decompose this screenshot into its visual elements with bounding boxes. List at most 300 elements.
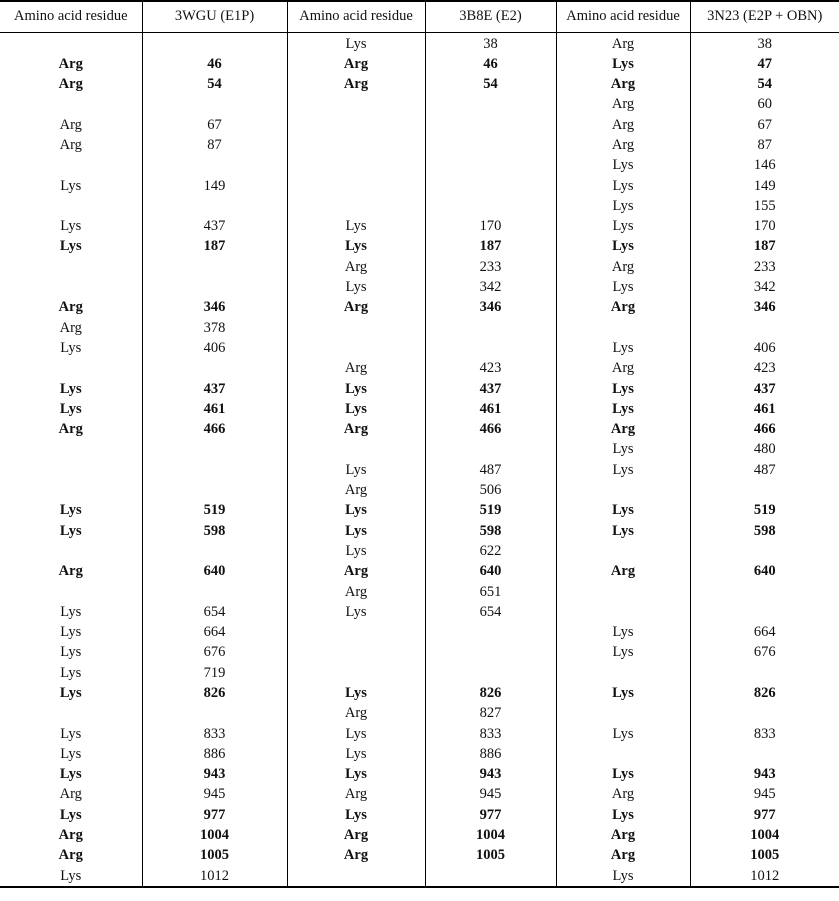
cell-position-3b8e — [425, 155, 556, 175]
column-header-3wgu: 3WGU (E1P) — [142, 1, 287, 32]
cell-position-3b8e — [425, 338, 556, 358]
table-row — [0, 338, 839, 358]
cell-residue-3 — [556, 602, 690, 622]
cell-residue-3 — [556, 744, 690, 764]
cell-residue-2: Lys — [287, 683, 425, 703]
cell-position-3b8e — [425, 663, 556, 683]
cell-residue-3 — [556, 582, 690, 602]
table-row — [0, 196, 839, 216]
table-row — [0, 825, 839, 845]
cell-position-3wgu — [142, 277, 287, 297]
cell-residue-1 — [0, 155, 142, 175]
cell-position-3n23: 1012 — [690, 866, 839, 887]
cell-position-3n23: 466 — [690, 419, 839, 439]
cell-residue-2: Lys — [287, 521, 425, 541]
cell-position-3wgu: 67 — [142, 115, 287, 135]
cell-position-3n23 — [690, 703, 839, 723]
cell-position-3n23: 1004 — [690, 825, 839, 845]
cell-residue-1 — [0, 439, 142, 459]
cell-position-3wgu: 943 — [142, 764, 287, 784]
cell-residue-2: Arg — [287, 845, 425, 865]
cell-residue-3: Lys — [556, 277, 690, 297]
cell-position-3wgu — [142, 32, 287, 54]
cell-position-3wgu — [142, 541, 287, 561]
header-row — [0, 1, 839, 32]
cell-residue-2 — [287, 176, 425, 196]
table-row — [0, 622, 839, 642]
cell-residue-2: Lys — [287, 277, 425, 297]
cell-position-3b8e: 54 — [425, 74, 556, 94]
cell-residue-3: Lys — [556, 216, 690, 236]
cell-position-3wgu: 437 — [142, 379, 287, 399]
cell-position-3b8e: 598 — [425, 521, 556, 541]
cell-position-3n23: 60 — [690, 94, 839, 114]
cell-position-3wgu: 654 — [142, 602, 287, 622]
cell-residue-3: Lys — [556, 642, 690, 662]
cell-position-3n23: 406 — [690, 338, 839, 358]
cell-residue-2: Arg — [287, 358, 425, 378]
cell-position-3n23: 1005 — [690, 845, 839, 865]
cell-residue-2 — [287, 135, 425, 155]
cell-residue-2 — [287, 196, 425, 216]
cell-position-3n23: 342 — [690, 277, 839, 297]
table-row — [0, 74, 839, 94]
cell-position-3wgu: 149 — [142, 176, 287, 196]
cell-position-3n23: 598 — [690, 521, 839, 541]
cell-position-3n23: 233 — [690, 257, 839, 277]
cell-position-3wgu: 640 — [142, 561, 287, 581]
cell-position-3n23: 480 — [690, 439, 839, 459]
cell-position-3b8e: 423 — [425, 358, 556, 378]
cell-residue-2: Lys — [287, 460, 425, 480]
cell-residue-2: Arg — [287, 703, 425, 723]
cell-residue-1 — [0, 32, 142, 54]
cell-residue-3 — [556, 541, 690, 561]
cell-residue-1 — [0, 703, 142, 723]
cell-residue-1: Arg — [59, 319, 82, 336]
cell-position-3wgu: 461 — [142, 399, 287, 419]
cell-position-3n23: 945 — [690, 784, 839, 804]
table-row — [0, 277, 839, 297]
table-row — [0, 358, 839, 378]
table-row — [0, 54, 839, 74]
cell-residue-2: Arg — [287, 74, 425, 94]
cell-residue-2: Lys — [287, 805, 425, 825]
cell-residue-1 — [0, 94, 142, 114]
cell-residue-1 — [0, 541, 142, 561]
cell-position-3wgu — [142, 480, 287, 500]
cell-position-3b8e: 342 — [425, 277, 556, 297]
cell-position-3b8e — [425, 135, 556, 155]
cell-position-3n23: 943 — [690, 764, 839, 784]
cell-residue-3: Lys — [556, 500, 690, 520]
cell-residue-1: Lys — [59, 400, 82, 417]
cell-position-3n23: 170 — [690, 216, 839, 236]
table-row — [0, 683, 839, 703]
cell-position-3b8e: 833 — [425, 724, 556, 744]
cell-position-3wgu: 46 — [142, 54, 287, 74]
table-row — [0, 724, 839, 744]
cell-position-3wgu: 886 — [142, 744, 287, 764]
cell-residue-3: Lys — [556, 439, 690, 459]
table-row — [0, 439, 839, 459]
cell-position-3wgu — [142, 582, 287, 602]
cell-residue-1: Arg — [58, 76, 83, 93]
cell-residue-3: Lys — [556, 196, 690, 216]
column-header-3b8e: 3B8E (E2) — [425, 1, 556, 32]
cell-residue-1: Lys — [60, 725, 82, 742]
cell-residue-1: Arg — [58, 421, 83, 438]
cell-position-3n23 — [690, 602, 839, 622]
cell-residue-2 — [287, 338, 425, 358]
cell-position-3b8e: 38 — [425, 32, 556, 54]
cell-residue-2 — [287, 115, 425, 135]
cell-position-3n23: 149 — [690, 176, 839, 196]
cell-residue-3: Lys — [556, 683, 690, 703]
cell-position-3wgu: 664 — [142, 622, 287, 642]
cell-residue-1: Lys — [60, 339, 82, 356]
cell-position-3wgu — [142, 460, 287, 480]
cell-residue-3: Arg — [556, 135, 690, 155]
cell-position-3wgu: 87 — [142, 135, 287, 155]
cell-position-3n23: 423 — [690, 358, 839, 378]
cell-position-3n23: 676 — [690, 642, 839, 662]
cell-position-3n23: 664 — [690, 622, 839, 642]
cell-position-3b8e — [425, 642, 556, 662]
cell-position-3n23: 54 — [690, 74, 839, 94]
cell-position-3wgu: 346 — [142, 297, 287, 317]
cell-position-3n23: 87 — [690, 135, 839, 155]
cell-residue-3: Arg — [556, 115, 690, 135]
cell-residue-1: Lys — [60, 745, 82, 762]
cell-residue-3: Lys — [556, 338, 690, 358]
cell-residue-2: Lys — [287, 541, 425, 561]
cell-residue-2 — [287, 866, 425, 887]
cell-residue-2: Arg — [287, 297, 425, 317]
cell-residue-2 — [287, 94, 425, 114]
cell-position-3n23: 833 — [690, 724, 839, 744]
cell-position-3b8e: 170 — [425, 216, 556, 236]
cell-position-3b8e: 640 — [425, 561, 556, 581]
cell-position-3wgu: 378 — [142, 318, 287, 338]
cell-position-3wgu: 519 — [142, 500, 287, 520]
cell-residue-2: Arg — [287, 257, 425, 277]
cell-position-3b8e — [425, 866, 556, 887]
cell-position-3b8e: 622 — [425, 541, 556, 561]
cell-position-3b8e: 945 — [425, 784, 556, 804]
cell-residue-2: Lys — [287, 379, 425, 399]
cell-position-3wgu — [142, 196, 287, 216]
cell-position-3b8e: 437 — [425, 379, 556, 399]
table-body — [0, 32, 839, 887]
cell-position-3n23: 437 — [690, 379, 839, 399]
cell-residue-3: Lys — [556, 866, 690, 887]
table-row — [0, 94, 839, 114]
table-row — [0, 32, 839, 54]
cell-position-3n23 — [690, 541, 839, 561]
table-row — [0, 805, 839, 825]
cell-residue-3: Arg — [556, 358, 690, 378]
cell-position-3n23: 47 — [690, 54, 839, 74]
table-row — [0, 561, 839, 581]
cell-position-3b8e: 943 — [425, 764, 556, 784]
cell-residue-1: Lys — [59, 502, 82, 519]
table-row — [0, 115, 839, 135]
table-row — [0, 257, 839, 277]
cell-residue-1: Lys — [59, 238, 82, 255]
cell-residue-2: Lys — [287, 744, 425, 764]
cell-position-3b8e: 826 — [425, 683, 556, 703]
cell-position-3wgu: 437 — [142, 216, 287, 236]
cell-position-3wgu — [142, 703, 287, 723]
cell-residue-2: Arg — [287, 784, 425, 804]
cell-position-3wgu: 466 — [142, 419, 287, 439]
cell-residue-3: Arg — [556, 825, 690, 845]
cell-residue-1: Arg — [58, 847, 83, 864]
cell-position-3b8e: 977 — [425, 805, 556, 825]
cell-residue-1: Lys — [59, 522, 82, 539]
cell-residue-1: Lys — [60, 664, 82, 681]
cell-residue-1: Lys — [60, 218, 82, 235]
table-row — [0, 236, 839, 256]
cell-residue-2: Lys — [287, 236, 425, 256]
cell-position-3b8e: 461 — [425, 399, 556, 419]
cell-position-3n23: 519 — [690, 500, 839, 520]
cell-position-3b8e: 346 — [425, 297, 556, 317]
cell-position-3b8e: 519 — [425, 500, 556, 520]
cell-position-3wgu: 826 — [142, 683, 287, 703]
cell-residue-3: Lys — [556, 54, 690, 74]
cell-residue-3: Lys — [556, 521, 690, 541]
table-row — [0, 135, 839, 155]
cell-residue-1: Lys — [59, 380, 82, 397]
cell-residue-3: Arg — [556, 297, 690, 317]
table-row — [0, 399, 839, 419]
cell-residue-3: Arg — [556, 74, 690, 94]
cell-position-3wgu: 945 — [142, 784, 287, 804]
cell-position-3b8e: 187 — [425, 236, 556, 256]
cell-residue-3: Lys — [556, 176, 690, 196]
cell-position-3b8e: 651 — [425, 582, 556, 602]
cell-residue-3: Arg — [556, 257, 690, 277]
cell-residue-2: Arg — [287, 54, 425, 74]
cell-position-3b8e: 506 — [425, 480, 556, 500]
table-row — [0, 216, 839, 236]
cell-residue-3: Lys — [556, 155, 690, 175]
cell-residue-2: Lys — [287, 602, 425, 622]
cell-position-3wgu: 1012 — [142, 866, 287, 887]
cell-position-3wgu: 719 — [142, 663, 287, 683]
cell-position-3n23: 461 — [690, 399, 839, 419]
table-row — [0, 460, 839, 480]
cell-residue-2: Arg — [287, 825, 425, 845]
cell-residue-3: Lys — [556, 724, 690, 744]
cell-residue-1: Lys — [60, 644, 82, 661]
table-row — [0, 419, 839, 439]
cell-position-3n23 — [690, 318, 839, 338]
cell-residue-2: Lys — [287, 724, 425, 744]
cell-position-3n23: 346 — [690, 297, 839, 317]
cell-position-3wgu: 187 — [142, 236, 287, 256]
cell-position-3wgu: 406 — [142, 338, 287, 358]
cell-position-3b8e — [425, 94, 556, 114]
cell-position-3wgu: 676 — [142, 642, 287, 662]
cell-position-3b8e: 654 — [425, 602, 556, 622]
cell-residue-1 — [0, 582, 142, 602]
cell-residue-3: Arg — [556, 784, 690, 804]
cell-residue-2: Arg — [287, 480, 425, 500]
cell-position-3n23: 640 — [690, 561, 839, 581]
cell-residue-3 — [556, 318, 690, 338]
cell-residue-1: Arg — [58, 55, 83, 72]
table-row — [0, 480, 839, 500]
table-row — [0, 744, 839, 764]
cell-residue-1: Arg — [58, 827, 83, 844]
table-row — [0, 582, 839, 602]
cell-position-3n23: 146 — [690, 155, 839, 175]
cell-residue-3: Lys — [556, 379, 690, 399]
cell-residue-1 — [0, 480, 142, 500]
column-header-3n23: 3N23 (E2P + OBN) — [690, 1, 839, 32]
cell-residue-1 — [0, 460, 142, 480]
cell-residue-1: Lys — [60, 177, 82, 194]
table-row — [0, 318, 839, 338]
table-row — [0, 521, 839, 541]
table-row — [0, 784, 839, 804]
cell-position-3b8e: 1005 — [425, 845, 556, 865]
table-row — [0, 703, 839, 723]
cell-residue-2: Arg — [287, 561, 425, 581]
cell-residue-2: Lys — [287, 216, 425, 236]
cell-position-3b8e: 46 — [425, 54, 556, 74]
cell-residue-1: Lys — [60, 867, 82, 884]
cell-position-3n23: 187 — [690, 236, 839, 256]
cell-residue-1 — [0, 196, 142, 216]
table-row — [0, 642, 839, 662]
cell-residue-3: Lys — [556, 805, 690, 825]
cell-residue-2 — [287, 642, 425, 662]
cell-residue-1: Arg — [59, 116, 82, 133]
column-header-residue-2: Amino acid residue — [287, 1, 425, 32]
cell-residue-2: Lys — [287, 399, 425, 419]
cell-residue-2: Lys — [287, 764, 425, 784]
cell-residue-3: Arg — [556, 845, 690, 865]
cell-position-3n23: 977 — [690, 805, 839, 825]
cell-residue-1: Lys — [60, 603, 82, 620]
cell-residue-3 — [556, 663, 690, 683]
table-row — [0, 155, 839, 175]
cell-residue-2: Lys — [287, 32, 425, 54]
cell-position-3b8e: 1004 — [425, 825, 556, 845]
cell-residue-3: Arg — [556, 419, 690, 439]
cell-position-3wgu: 1004 — [142, 825, 287, 845]
cell-position-3b8e: 827 — [425, 703, 556, 723]
cell-residue-3: Arg — [556, 94, 690, 114]
cell-residue-3: Lys — [556, 622, 690, 642]
cell-position-3b8e — [425, 115, 556, 135]
cell-residue-1 — [0, 277, 142, 297]
cell-position-3n23: 155 — [690, 196, 839, 216]
cell-position-3wgu: 833 — [142, 724, 287, 744]
table-row — [0, 866, 839, 887]
cell-residue-3 — [556, 480, 690, 500]
cell-position-3b8e: 886 — [425, 744, 556, 764]
cell-position-3b8e — [425, 318, 556, 338]
cell-position-3wgu — [142, 439, 287, 459]
cell-residue-1: Lys — [60, 624, 82, 641]
cell-position-3wgu — [142, 358, 287, 378]
column-header-residue-1: Amino acid residue — [0, 1, 142, 32]
cell-position-3wgu — [142, 257, 287, 277]
cell-residue-1: Arg — [59, 136, 82, 153]
cell-residue-2: Arg — [287, 419, 425, 439]
table-row — [0, 663, 839, 683]
cell-position-3n23 — [690, 663, 839, 683]
cell-position-3wgu: 977 — [142, 805, 287, 825]
cell-position-3b8e: 233 — [425, 257, 556, 277]
cell-residue-2: Arg — [287, 582, 425, 602]
cell-position-3wgu — [142, 155, 287, 175]
cell-residue-1 — [0, 358, 142, 378]
table-row — [0, 500, 839, 520]
cell-position-3n23 — [690, 582, 839, 602]
cell-residue-2 — [287, 318, 425, 338]
table-row — [0, 845, 839, 865]
cell-position-3wgu: 1005 — [142, 845, 287, 865]
cell-position-3n23: 826 — [690, 683, 839, 703]
cell-residue-3: Arg — [556, 32, 690, 54]
table-row — [0, 176, 839, 196]
cell-residue-2 — [287, 663, 425, 683]
table-header — [0, 1, 839, 32]
cell-residue-3 — [556, 703, 690, 723]
cell-position-3wgu: 598 — [142, 521, 287, 541]
cell-position-3b8e — [425, 622, 556, 642]
cell-position-3wgu: 54 — [142, 74, 287, 94]
cell-position-3b8e — [425, 196, 556, 216]
cell-residue-1: Lys — [59, 685, 82, 701]
cell-residue-2 — [287, 439, 425, 459]
cell-position-3n23: 38 — [690, 32, 839, 54]
cell-residue-3: Lys — [556, 236, 690, 256]
cell-position-3wgu — [142, 94, 287, 114]
cell-residue-3: Lys — [556, 764, 690, 784]
cell-residue-1 — [0, 257, 142, 277]
cell-residue-1: Lys — [59, 806, 82, 823]
cell-residue-3: Lys — [556, 460, 690, 480]
cell-residue-1: Arg — [59, 786, 82, 803]
cell-position-3b8e: 487 — [425, 460, 556, 480]
cell-residue-2 — [287, 622, 425, 642]
cell-position-3b8e — [425, 439, 556, 459]
cell-residue-1: Arg — [58, 563, 83, 580]
table-row — [0, 541, 839, 561]
cell-residue-1: Lys — [59, 766, 82, 783]
cell-position-3b8e: 466 — [425, 419, 556, 439]
table-row — [0, 379, 839, 399]
cell-position-3n23: 67 — [690, 115, 839, 135]
table-row — [0, 602, 839, 622]
cell-residue-1: Arg — [58, 299, 83, 316]
cell-residue-3: Arg — [556, 561, 690, 581]
cell-residue-2 — [287, 155, 425, 175]
table-row — [0, 764, 839, 784]
cell-residue-3: Lys — [556, 399, 690, 419]
cell-position-3n23 — [690, 480, 839, 500]
cell-residue-2: Lys — [287, 500, 425, 520]
cell-position-3n23 — [690, 744, 839, 764]
cell-position-3b8e — [425, 176, 556, 196]
